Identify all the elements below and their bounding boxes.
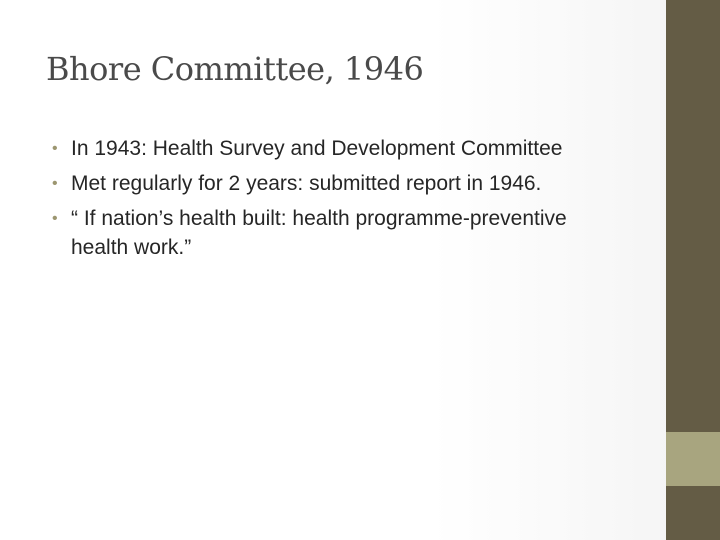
bullet-item bbox=[52, 134, 612, 163]
bullet-text: “ If nation’s health built: health programme-preventive health work.” bbox=[71, 207, 567, 259]
bullet-text: In 1943: Health Survey and Development Committee bbox=[71, 137, 563, 160]
bullet-icon: • bbox=[52, 210, 58, 227]
slide-title: Bhore Committee, 1946 bbox=[46, 50, 424, 88]
bullet-item bbox=[52, 204, 612, 262]
bullet-icon: • bbox=[52, 175, 58, 192]
bullet-list bbox=[52, 134, 612, 268]
bullet-icon: • bbox=[52, 140, 58, 157]
decorative-band-dark-bottom bbox=[666, 486, 720, 540]
decorative-band-accent bbox=[666, 432, 720, 486]
decorative-band-dark bbox=[666, 0, 720, 432]
bullet-text: Met regularly for 2 years: submitted report in 1946. bbox=[71, 172, 542, 195]
bullet-item bbox=[52, 169, 612, 198]
